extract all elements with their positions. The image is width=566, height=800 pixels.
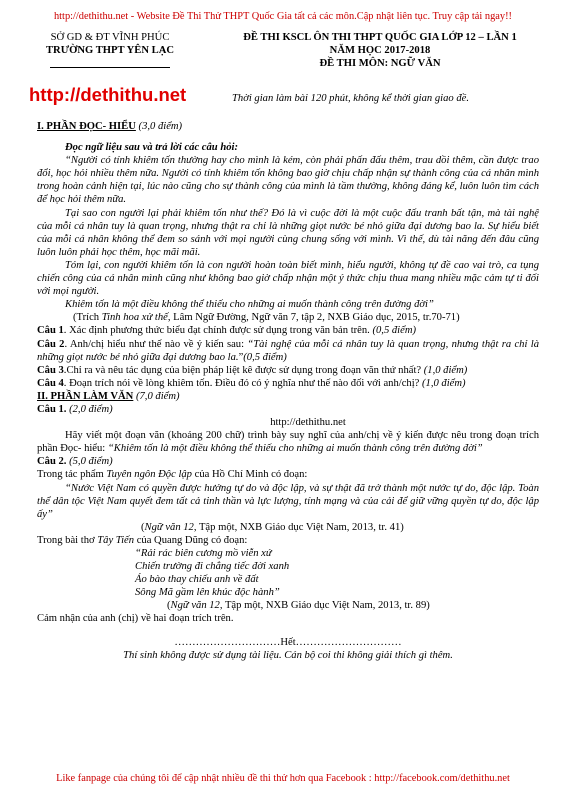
question-2: Câu 2. Anh/chị hiểu như thế nào về ý kiến sau: “Tài nghệ của mỗi cá nhân tuy là quan trọng, nhưng thật ra chỉ là những giọt nước bé nhỏ giữa đại dương bao la.”(0,5 điểm): [37, 338, 539, 363]
header-divider: [50, 67, 170, 68]
part2-q2-intro1: Trong tác phẩm Tuyên ngôn Độc lập của Hồ Chí Minh có đoạn:: [37, 469, 308, 481]
part2-q1-heading: Câu 1. (2,0 điểm): [37, 403, 113, 415]
department-name: SỞ GD & ĐT VĨNH PHÚC: [50, 32, 170, 43]
part1-title: I. PHẦN ĐỌC- HIỂU: [37, 121, 136, 132]
poem-line: “Rải rác biên cương mồ viễn xứ: [135, 548, 272, 559]
part2-q2-heading: Câu 2. (5,0 điểm): [37, 456, 113, 468]
site-logo-link[interactable]: http://dethithu.net: [29, 84, 187, 105]
reading-paragraph: “Người có tính khiêm tốn thường hay cho mình là kém, còn phải phấn đấu thêm, trau dồi thêm, cần được trao đổi, học hỏi nhiều thêm nữa. Người có tính khiêm tốn không bao giờ chịu chấp nhận sự thành công của cá nhân mình trong hoàn cảnh hiện tại, lúc nào cũng cho sự thành công của mình là tầm thường, không đáng kể, luôn luôn tìm cách để học hỏi thêm nữa.: [37, 155, 539, 206]
footer-note: Thí sinh không được sử dụng tài liệu. Cán bộ coi thi không giải thích gì thêm.: [123, 649, 453, 661]
part2-q2-source2: (Ngữ văn 12, Tập một, NXB Giáo dục Việt Nam, 2013, tr. 89): [167, 600, 430, 612]
part1-heading: [37, 120, 539, 133]
part2-points: (7,0 điểm): [135, 390, 180, 402]
header-left: [20, 31, 200, 68]
part2-q2-source1: (Ngữ văn 12, Tập một, NXB Giáo dục Việt Nam, 2013, tr. 41): [141, 521, 404, 533]
top-banner-link[interactable]: http://dethithu.net - Website Đề Thi Thử THPT Quốc Gia tất cả các môn.Cập nhật liên tục. Truy cập tải ngay!!: [53, 11, 513, 22]
question-1: Câu 1. Xác định phương thức biểu đạt chính được sử dụng trong văn bản trên. (0,5 điểm): [37, 325, 417, 337]
part2-title: II. PHẦN LÀM VĂN: [37, 390, 134, 402]
exam-subject: ĐỀ THI MÔN: NGỮ VĂN: [319, 58, 441, 69]
part1-points: (3,0 điểm): [138, 121, 183, 132]
reading-paragraph: Tại sao con người lại phải khiêm tốn như thế? Đó là vì cuộc đời là một cuộc đấu tranh bất tận, mà tài nghệ của mỗi cá nhân tuy là quan trọng, nhưng thật ra chỉ là những giọt nước bé nhỏ giữa đại dương bao la. Sự hiểu biết của mỗi cá nhân không thể đem so sánh với mọi người cùng chung sống với mình. Vì thế, dù tài năng đến đâu cũng luôn luôn phải học thêm, học mãi mãi.: [37, 207, 539, 258]
poem-line: Sông Mã gầm lên khúc độc hành”: [135, 587, 280, 599]
part2-q2-intro2: Trong bài thơ Tây Tiến của Quang Dũng có đoạn:: [37, 534, 248, 546]
part2-heading: [37, 390, 539, 403]
poem-line: Chiến trường đi chẳng tiếc đời xanh: [135, 561, 290, 573]
part2-q1-text: Hãy viết một đoạn văn (khoảng 200 chữ) trình bày suy nghĩ của anh/chị về ý kiến được nêu trong đoạn trích phần Đọc- hiểu: “Khiêm tốn là một điều không thể thiếu cho những ai muốn thành công trên đường đời”: [37, 430, 539, 455]
reading-paragraph: Tóm lại, con người khiêm tốn là con người hoàn toàn biết mình, hiểu người, không tự đề cao vai trò, ca tụng chiến công của cá nhân mình cũng như không bao giờ chấp nhận một ý thức chịu thua mang nhiều mặc cảm tự ti đối với mọi người.: [37, 259, 539, 298]
header-right: [215, 31, 545, 70]
school-year: NĂM HỌC 2017-2018: [329, 45, 431, 56]
document-body: [37, 120, 539, 662]
poem-line: Áo bào thay chiếu anh về đất: [135, 574, 259, 586]
exam-title: ĐỀ THI KSCL ÔN THI THPT QUỐC GIA LỚP 12 – LẦN 1: [243, 32, 517, 43]
reading-citation: (Trích Tinh hoa xử thế, Lâm Ngữ Đường, Ngữ văn 7, tập 2, NXB Giáo dục, 2015, tr.70-71): [73, 312, 460, 324]
question-3: Câu 3.Chỉ ra và nêu tác dụng của biện pháp liệt kê được sử dụng trong đoạn văn thứ nhất? (1,0 điểm): [37, 364, 468, 376]
reading-paragraph: Khiêm tốn là một điều không thể thiếu cho những ai muốn thành công trên đường đời”: [65, 299, 434, 311]
watermark-link[interactable]: http://dethithu.net: [270, 417, 346, 429]
reading-instruction: Đọc ngữ liệu sau và trả lời các câu hỏi:: [65, 142, 238, 154]
part2-q2-quote1: “Nước Việt Nam có quyền được hưởng tự do và độc lập, và sự thật đã trở thành một nước tự do, độc lập. Toàn thể dân tộc Việt Nam quyết đem tất cả tinh thần và lực lượng, tính mạng và của cải để giữ vững quyền tự do, độc lập ấy”: [37, 482, 539, 520]
part2-q2-task: Cảm nhận của anh (chị) về hai đoạn trích trên.: [37, 613, 234, 625]
facebook-banner-link[interactable]: Like fanpage của chúng tôi để cập nhật nhiều đề thi thử hơn qua Facebook : http://facebook.com/dethithu.net: [56, 773, 510, 784]
end-marker: …………………………Hết…………………………: [174, 636, 402, 648]
school-name: TRƯỜNG THPT YÊN LẠC: [45, 45, 175, 56]
exam-duration: Thời gian làm bài 120 phút, không kể thời gian giao đề.: [232, 93, 469, 104]
question-4: Câu 4. Đoạn trích nói về lòng khiêm tốn. Điều đó có ý nghĩa như thế nào đối với anh/chị? (1,0 điểm): [37, 377, 466, 389]
